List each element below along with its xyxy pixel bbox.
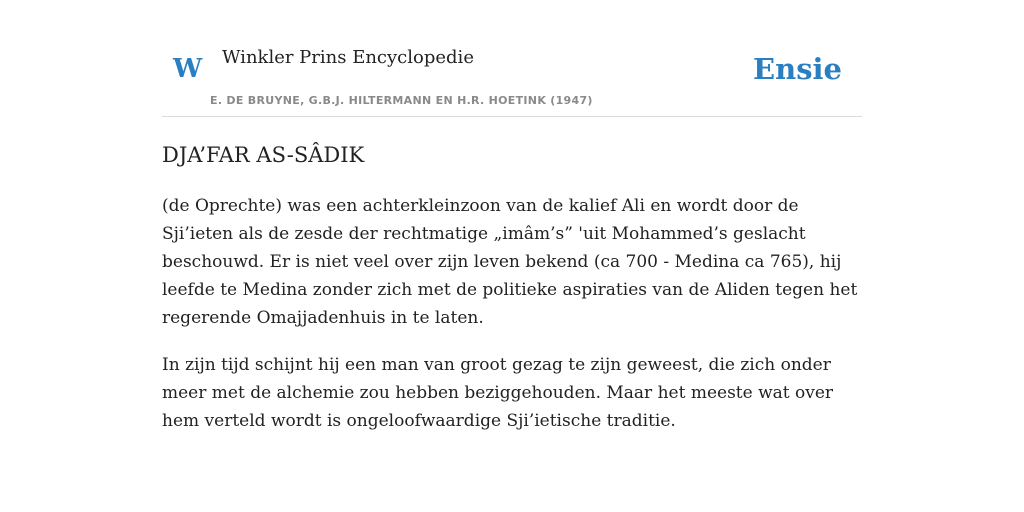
entry-body [162,192,862,454]
source-logo[interactable]: W [173,54,203,84]
brand-logo[interactable]: Ensie [753,52,842,86]
source-title[interactable]: Winkler Prins Encyclopedie [222,47,474,68]
source-header [162,0,862,117]
source-authors: E. DE BRUYNE, G.B.J. HILTERMANN EN H.R. HOETINK (1947) [210,94,593,107]
entry-headword: DJA’FAR AS-SÂDIK [162,143,365,167]
article-page [162,0,862,431]
entry-paragraph: (de Oprechte) was een achterkleinzoon van de kalief Ali en wordt door de Sji’ieten als de zesde der rechtmatige „imâm’s” 'uit Mohammed’s geslacht beschouwd. Er is niet veel over zijn leven bekend (ca 700 - Medina ca 765), hij leefde te Medina zonder zich met de politieke aspiraties van de Aliden tegen het regerende Omajjadenhuis in te laten. [162,196,858,328]
entry-paragraph: In zijn tijd schijnt hij een man van groot gezag te zijn geweest, die zich onder meer met de alchemie zou hebben beziggehouden. Maar het meeste wat over hem verteld wordt is ongeloofwaardige Sji’ietische traditie. [162,355,834,431]
